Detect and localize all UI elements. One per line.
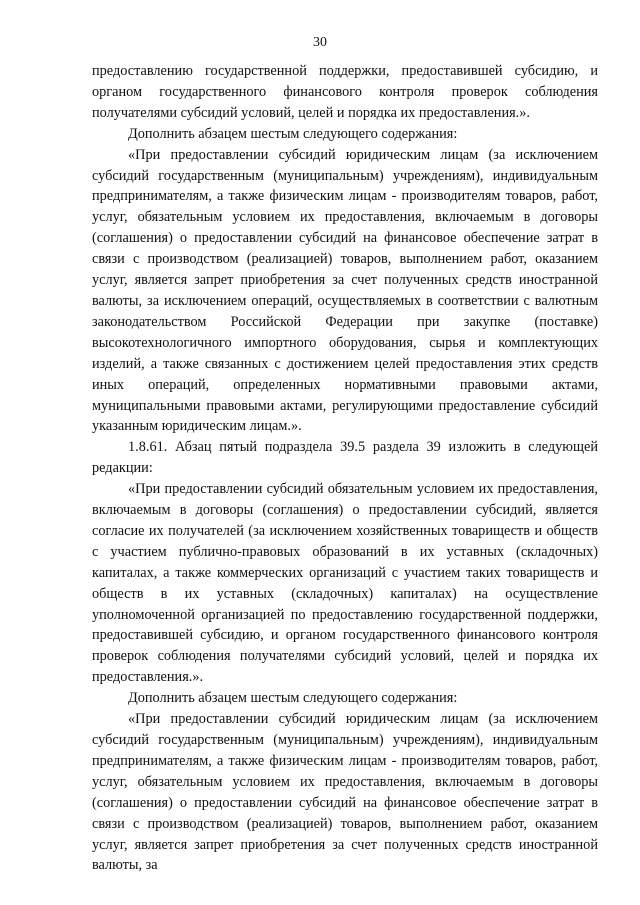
paragraph-continuation: предоставлению государственной поддержки, предоставившей субсидию, и органом государственного финансового контроля проверок соблюдения получателями субсидий условий, целей и порядка их предоставления.». [92, 63, 598, 121]
page-number: 30 [313, 35, 327, 50]
paragraph-quoted-provision: «При предоставлении субсидий юридическим лицам (за исключением субсидий государственным (муниципальным) учреждениям), индивидуальным предпринимателям, а также физическим лицам - производителям товаров, работ, услуг, обязательным условием их предоставления, включаемым в договоры (соглашения) о предоставлении субсидий на финансовое обеспечение затрат в связи с производством (реализацией) товаров, выполнением работ, оказанием услуг, является запрет приобретения за счет полученных средств иностранной валюты, за [92, 711, 598, 874]
paragraph-amendment-instruction: Дополнить абзацем шестым следующего содержания: [128, 125, 458, 142]
paragraph-section-heading: 1.8.61. Абзац пятый подраздела 39.5 раздела 39 изложить в следующей редакции: [92, 439, 598, 477]
paragraph-quoted-provision: «При предоставлении субсидий обязательным условием их предоставления, включаемым в договоры (соглашения) о предоставлении субсидий, является согласие их получателей (за исключением хозяйственных товариществ и обществ с участием публично-правовых образований в их уставных (складочных) капиталах, а также коммерческих организаций с участием таких товариществ и обществ в их уставных (складочных) капиталах) на осуществление уполномоченной организацией по предоставлению государственной поддержки, предоставившей субсидию, и органом государственного финансового контроля проверок соблюдения получателями субсидий условий, целей и порядка их предоставления.». [92, 481, 598, 686]
document-body [92, 61, 598, 876]
paragraph-quoted-provision: «При предоставлении субсидий юридическим лицам (за исключением субсидий государственным (муниципальным) учреждениям), индивидуальным предпринимателям, а также физическим лицам - производителям товаров, работ, услуг, обязательным условием их предоставления, включаемым в договоры (соглашения) о предоставлении субсидий на финансовое обеспечение затрат в связи с производством (реализацией) товаров, выполнением работ, оказанием услуг, является запрет приобретения за счет полученных средств иностранной валюты, за исключением операций, осуществляемых в соответствии с валютным законодательством Российской Федерации при закупке (поставке) высокотехнологичного импортного оборудования, сырья и комплектующих изделий, а также связанных с достижением целей предоставления этих средств иных операций, определенных нормативными правовыми актами, муниципальными правовыми актами, регулирующими предоставление субсидий указанным юридическим лицам.». [92, 146, 598, 435]
paragraph-amendment-instruction: Дополнить абзацем шестым следующего содержания: [128, 690, 458, 707]
